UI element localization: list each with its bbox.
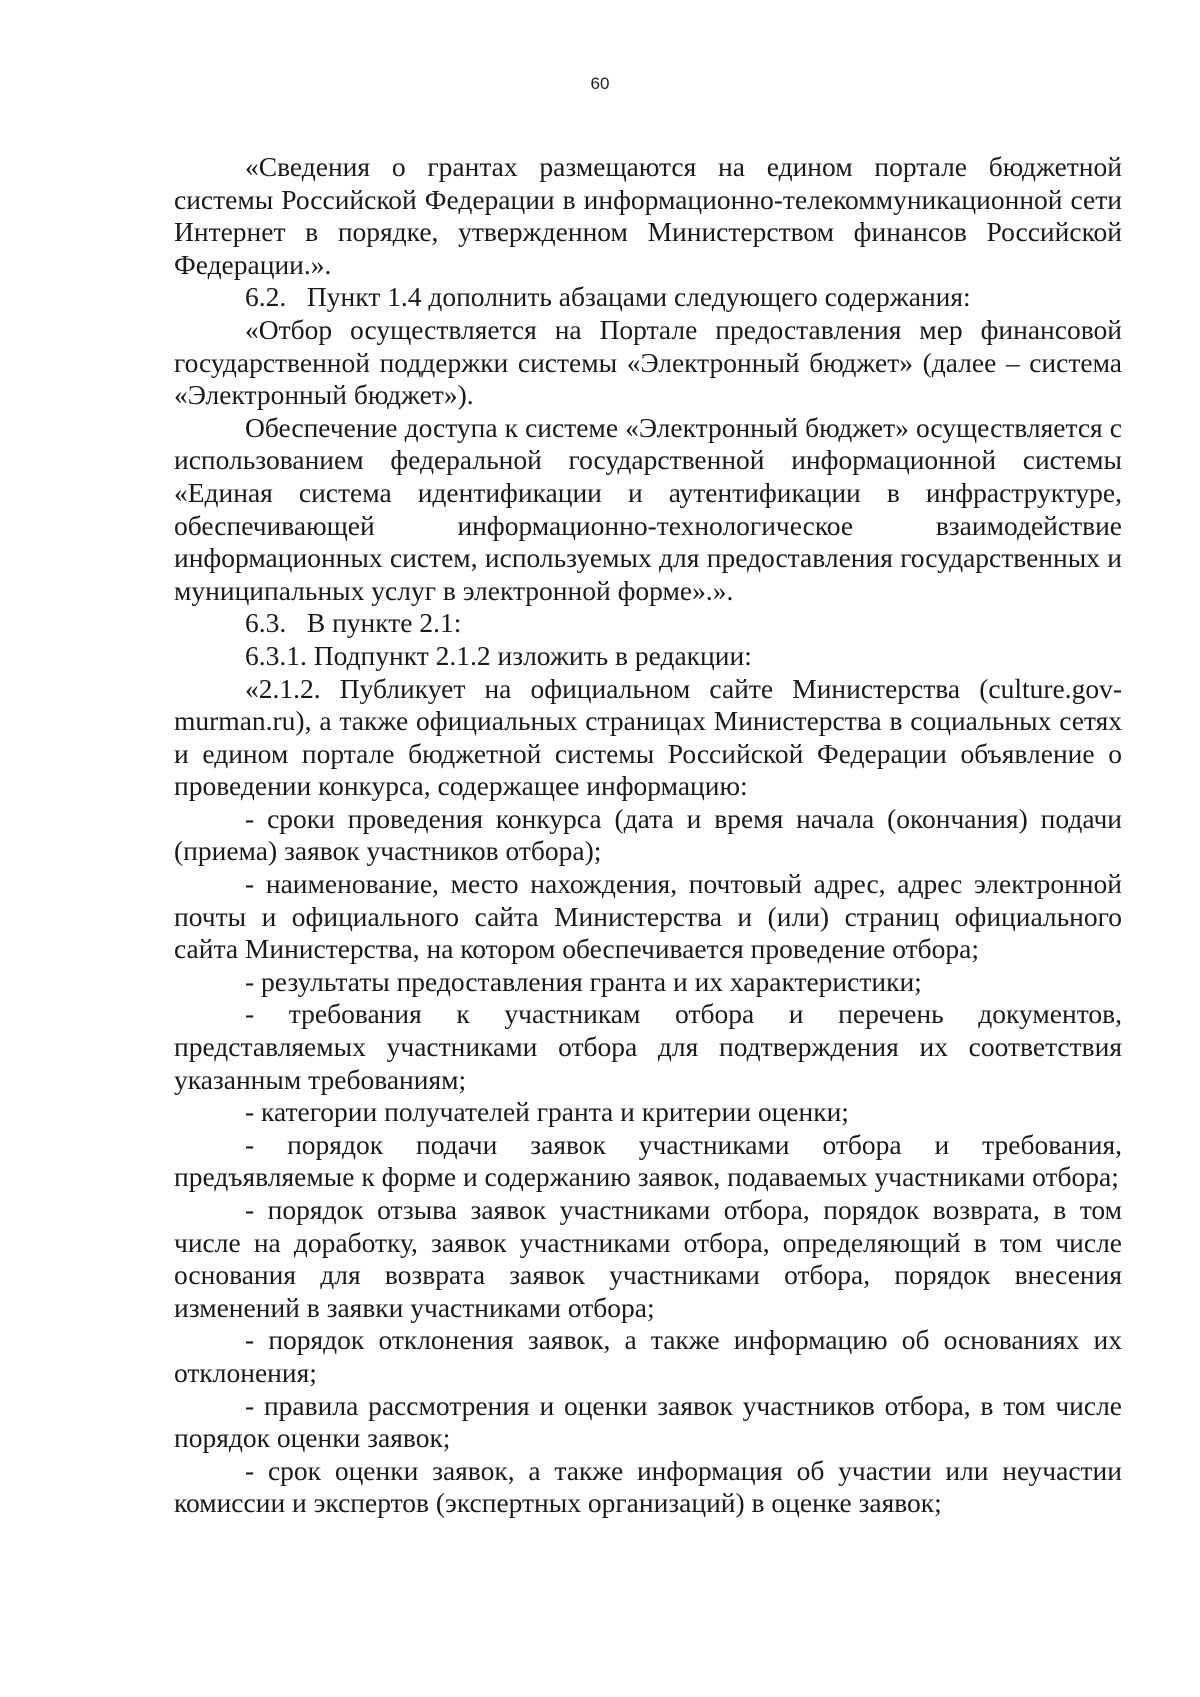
list-item-review-rules: - правила рассмотрения и оценки заявок участников отбора, в том числе порядок оценки заявок; — [174, 1389, 1122, 1454]
paragraph-6-2: 6.2. Пункт 1.4 дополнить абзацами следующего содержания: — [245, 281, 971, 313]
page-number: 60 — [590, 74, 610, 93]
list-item-contest-dates: - сроки проведения конкурса (дата и время начала (окончания) подачи (приема) заявок участников отбора); — [174, 802, 1122, 867]
paragraph-grant-info: «Сведения о грантах размещаются на едином портале бюджетной системы Российской Федерации в информационно-телекоммуникационной сети Интернет в порядке, утвержденном Министерством финансов Российской Федерации.». — [174, 151, 1122, 280]
list-item-application-procedure: - порядок подачи заявок участниками отбора и требования, предъявляемые к форме и содержанию заявок, подаваемых участниками отбора; — [174, 1128, 1122, 1193]
list-item-participant-requirements: - требования к участникам отбора и перечень документов, представляемых участниками отбора для подтверждения их соответствия указанным требованиям; — [174, 998, 1122, 1095]
list-item-evaluation-term: - срок оценки заявок, а также информация об участии или неучастии комиссии и экспертов (экспертных организаций) в оценке заявок; — [174, 1454, 1122, 1519]
list-item-recipient-categories: - категории получателей гранта и критерии оценки; — [245, 1096, 849, 1128]
list-item-ministry-contacts: - наименование, место нахождения, почтовый адрес, адрес электронной почты и официального сайта Министерства и (или) страниц официального сайта Министерства, на котором обеспечивается проведение отбора; — [174, 868, 1122, 965]
paragraph-2-1-2: «2.1.2. Публикует на официальном сайте Министерства (culture.gov-murman.ru), а также официальных страницах Министерства в социальных сетях и едином портале бюджетной системы Российской Федерации объявление о проведении конкурса, содержащее информацию: — [174, 672, 1122, 802]
list-item-application-rejection: - порядок отклонения заявок, а также информацию об основаниях их отклонения; — [174, 1324, 1122, 1388]
list-item-grant-results: - результаты предоставления гранта и их характеристики; — [245, 965, 922, 997]
paragraph-6-3-1: 6.3.1. Подпункт 2.1.2 изложить в редакции: — [245, 639, 752, 671]
document-body — [174, 151, 1122, 1520]
paragraph-6-3: 6.3. В пункте 2.1: — [245, 607, 462, 639]
list-item-application-withdrawal: - порядок отзыва заявок участниками отбора, порядок возврата, в том числе на доработку, заявок участниками отбора, определяющий в том числе основания для возврата заявок участниками отбора, порядок внесения изменений в заявки участниками отбора; — [174, 1194, 1122, 1323]
paragraph-selection-portal: «Отбор осуществляется на Портале предоставления мер финансовой государственной поддержки системы «Электронный бюджет» (далее – система «Электронный бюджет»). — [174, 313, 1122, 411]
paragraph-access-provision: Обеспечение доступа к системе «Электронный бюджет» осуществляется с использованием федеральной государственной информационной системы «Единая система идентификации и аутентификации в инфраструктуре, обеспечивающей информационно-технологическое взаимодействие информационных систем, используемых для предоставления государственных и муниципальных услуг в электронной форме».». — [174, 411, 1122, 606]
